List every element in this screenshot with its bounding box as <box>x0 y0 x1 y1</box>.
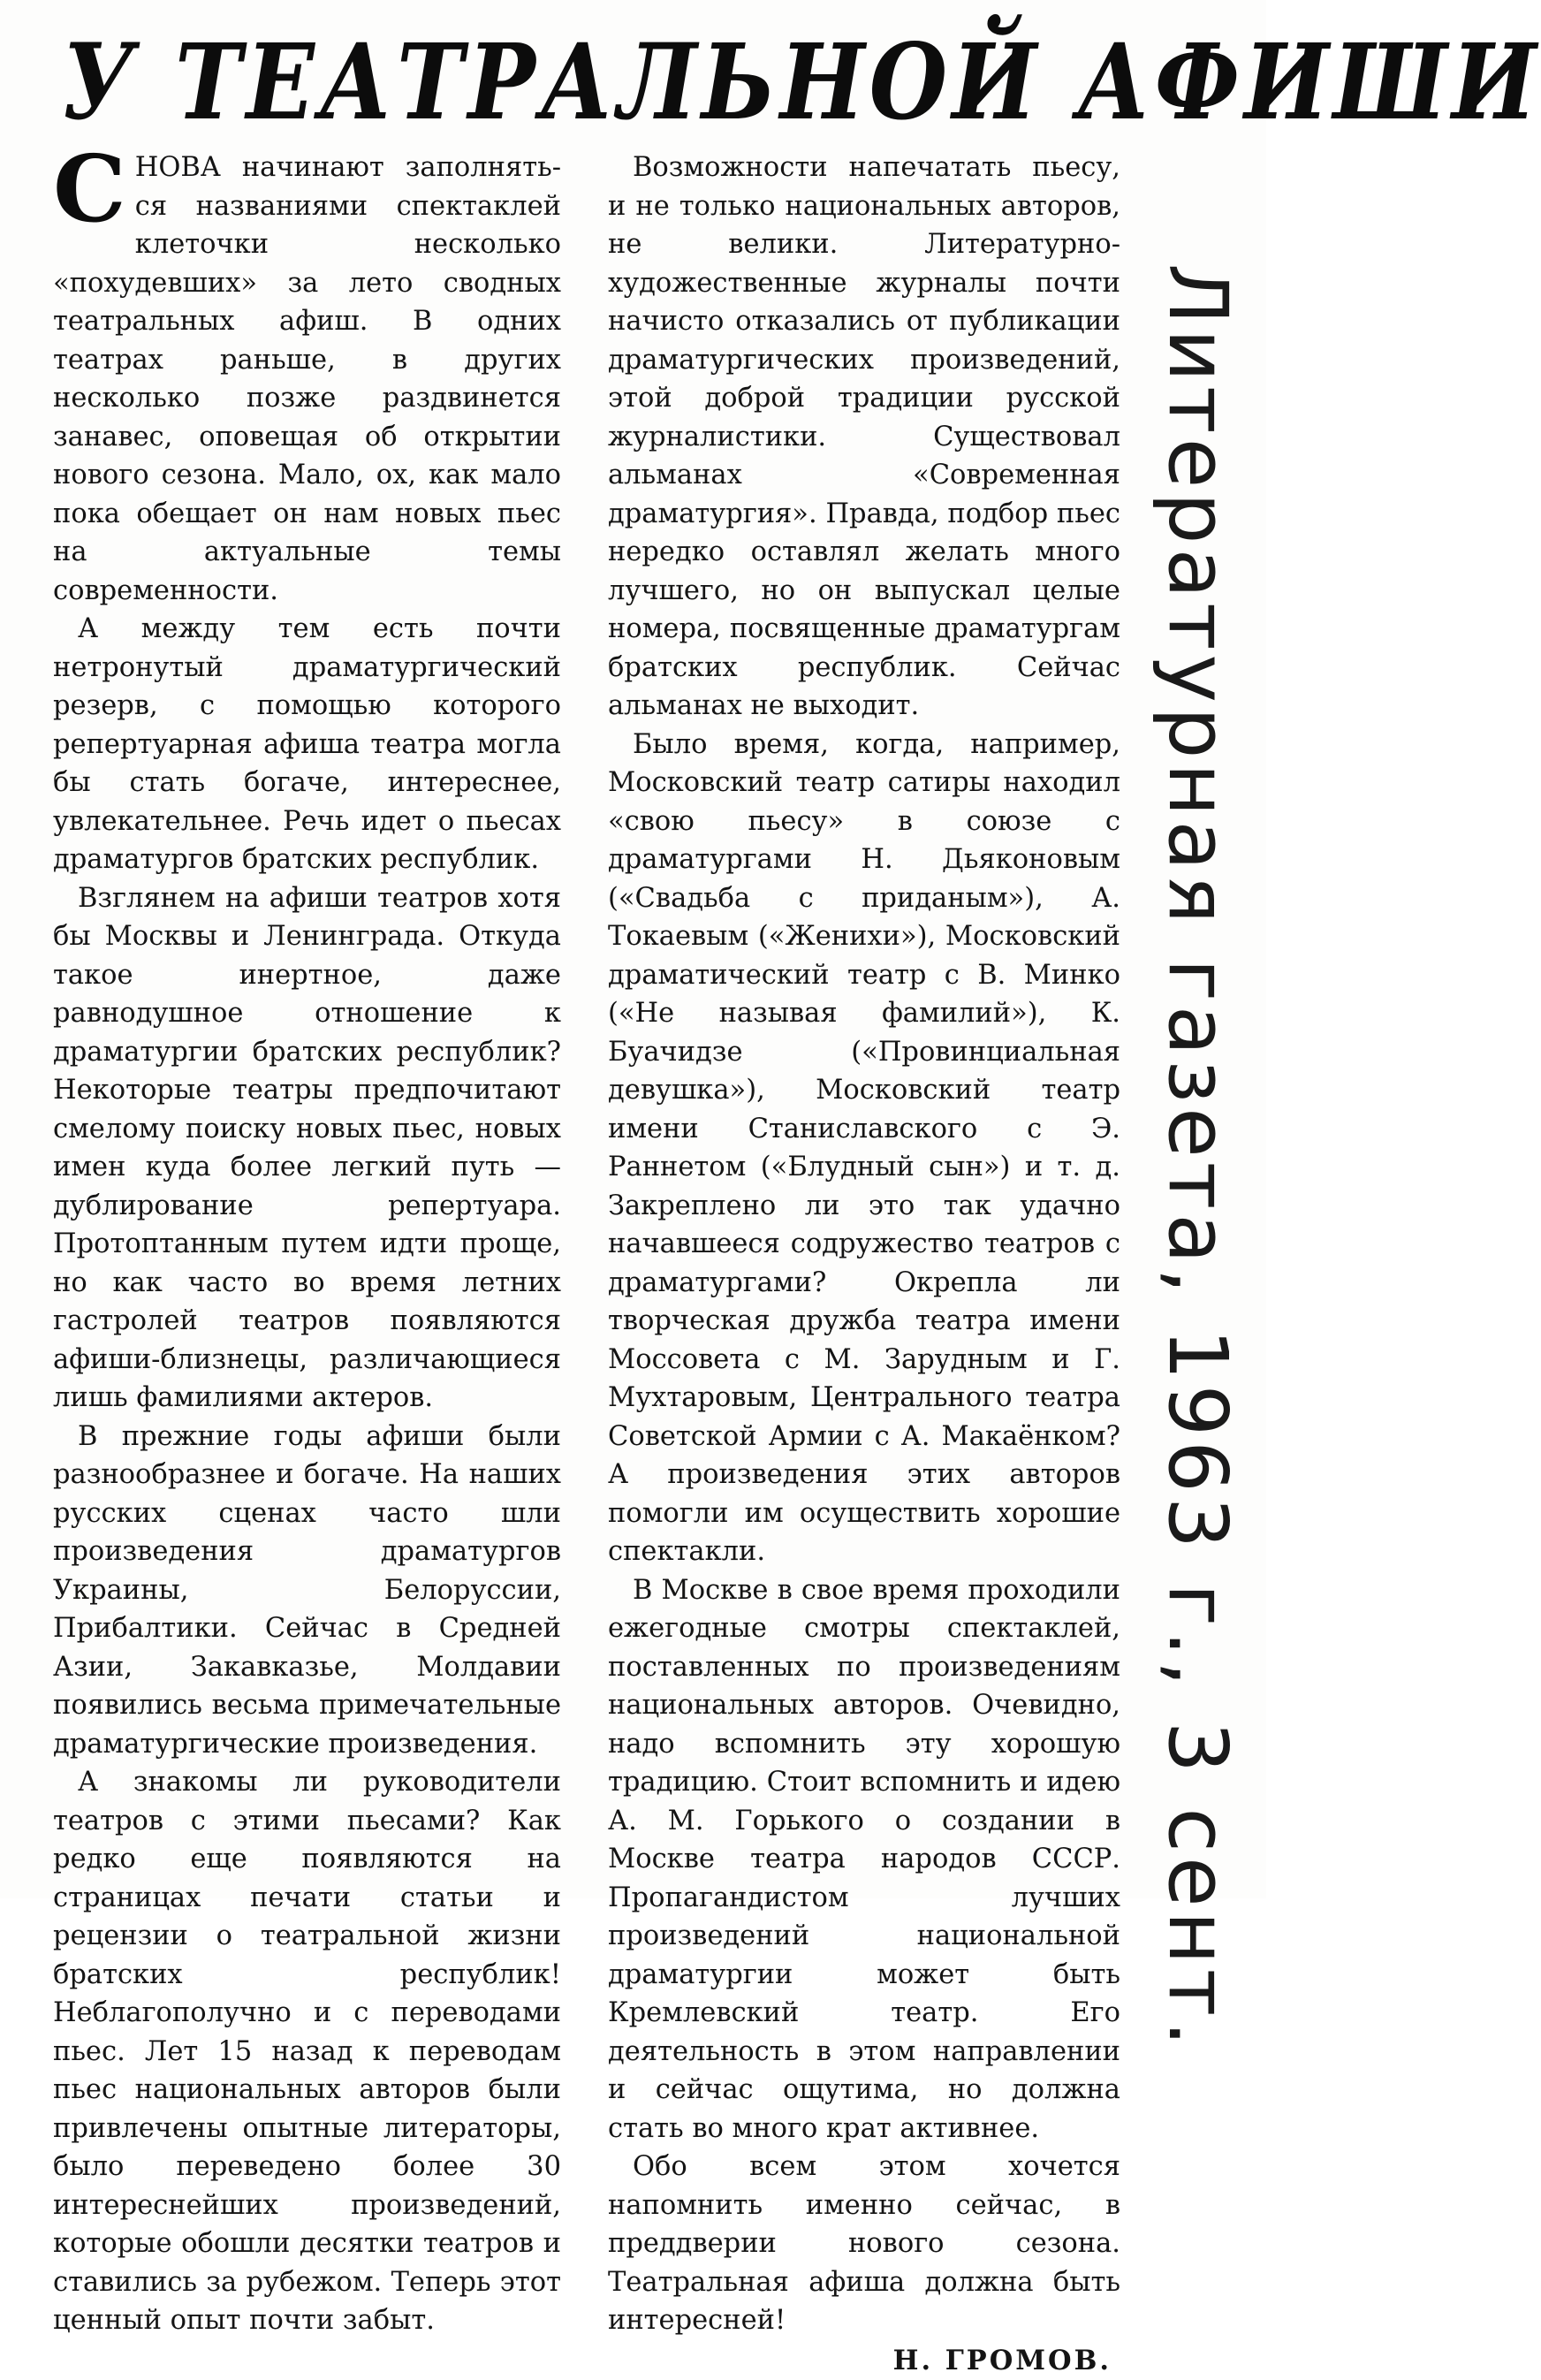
article-right-column <box>608 148 1120 2380</box>
article-paragraph: В прежние годы афиши были разнообразнее и богаче. На наших русских сценах часто шли произведения драматургов Украины, Белоруссии, Прибалтики. Сейчас в Средней Азии, Закавказье, Молдавии появились весьма примечательные драматургические произведения. <box>53 1418 561 1764</box>
handwritten-source-annotation: Литературная газета, 1963 г., 3 сент. <box>1153 263 1241 1536</box>
article-headline: У ТЕАТРАЛЬНОЙ АФИШИ <box>62 16 974 148</box>
article-paragraph: А между тем есть почти нетронутый драматургический резерв, с помощью которого репертуарная афиша театра могла бы стать богаче, интереснее, увлекательнее. Речь идет о пьесах драматургов братских республик. <box>53 610 561 879</box>
article-left-column <box>53 148 561 2340</box>
article-paragraph: В Москве в свое время проходили ежегодные смотры спектаклей, поставленных по произведениям национальных авторов. Очевидно, надо вспомнить эту хорошую традицию. Стоит вспомнить и идею А. М. Горького о создании в Москве театра народов СССР. Пропагандистом лучших произведений национальной драматургии может быть Кремлевский театр. Его деятельность в этом направлении и сейчас ощутима, но должна стать во много крат активнее. <box>608 1571 1120 2148</box>
paragraph-text: НОВА начинают заполнять-ся названиями спектаклей клеточки несколько «похудевших» за лето сводных театральных афиш. В одних театрах раньше, в других несколько позже раздвинется занавес, оповещая об открытии нового сезона. Мало, ох, как мало пока обещает он нам новых пьес на актуальные темы современности. <box>53 152 561 606</box>
article-paragraph <box>53 148 561 610</box>
article-paragraph: Взглянем на афиши театров хотя бы Москвы и Ленинграда. Откуда такое инертное, даже равнодушное отношение к драматургии братских республик? Некоторые театры предпочитают смелому поиску новых пьес, новых имен куда более легкий путь — дублирование репертуара. Протоптанным путем идти проще, но как часто во время летних гастролей театров появляются афиши-близнецы, различающиеся лишь фамилиями актеров. <box>53 879 561 1418</box>
article-paragraph: Возможности напечатать пьесу, и не только национальных авторов, не велики. Литературно-художественные журналы почти начисто отказались от публикации драматургических произведений, этой доброй традиции русской журналистики. Существовал альманах «Современная драматургия». Правда, подбор пьес нередко оставлял желать много лучшего, но он выпускал целые номера, посвященные драматургам братских республик. Сейчас альманах не выходит. <box>608 148 1120 726</box>
author-signature: Н. ГРОМОВ. <box>608 2342 1120 2380</box>
drop-cap: С <box>53 152 126 226</box>
article-paragraph: А знакомы ли руководители театров с этими пьесами? Как редко еще появляются на страницах печати статьи и рецензии о театральной жизни братских республик! Неблагополучно и с переводами пьес. Лет 15 назад к переводам пьес национальных авторов были привлечены опытные литераторы, было переведено более 30 интереснейших произведений, которые обошли десятки театров и ставились за рубежом. Теперь этот ценный опыт почти забыт. <box>53 1763 561 2340</box>
article-paragraph: Обо всем этом хочется напомнить именно сейчас, в преддверии нового сезона. Театральная афиша должна быть интересней! <box>608 2148 1120 2340</box>
article-paragraph: Было время, когда, например, Московский театр сатиры находил «свою пьесу» в союзе с драматургами Н. Дьяконовым («Свадьба с приданым»), А. Токаевым («Женихи»), Московский драматический театр с В. Минко («Не называя фамилий»), К. Буачидзе («Провинциальная девушка»), Московский театр имени Станиславского с Э. Раннетом («Блудный сын») и т. д. Закреплено ли это так удачно начавшееся содружество театров с драматургами? Окрепла ли творческая дружба театра имени Моссовета с М. Зарудным и Г. Мухтаровым, Центрального театра Советской Армии с А. Макаёнком? А произведения этих авторов помогли им осуществить хорошие спектакли. <box>608 726 1120 1571</box>
